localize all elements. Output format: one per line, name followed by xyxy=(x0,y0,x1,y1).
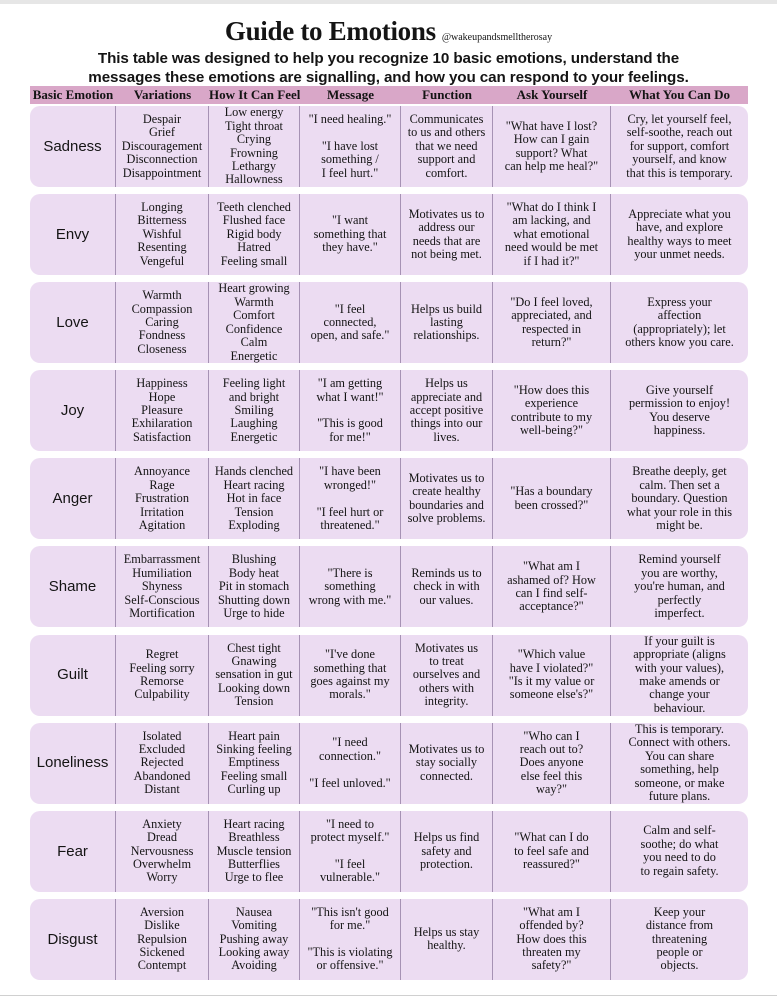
ask-yourself-cell xyxy=(493,899,611,980)
ask-yourself-cell xyxy=(493,546,611,627)
message-cell-text: "I've done something that goes against my morals." xyxy=(310,647,390,702)
emotion-name xyxy=(30,194,116,275)
ask-yourself-cell-text: "What can I do to feel safe and reassured?" xyxy=(514,830,589,871)
ask-yourself-cell xyxy=(493,194,611,275)
message-cell-text: "I have been wronged!" "I feel hurt or threatened." xyxy=(316,464,384,532)
how-it-feels-cell xyxy=(209,546,300,627)
function-cell xyxy=(401,899,493,980)
ask-yourself-cell xyxy=(493,635,611,716)
function-cell xyxy=(401,370,493,451)
ask-yourself-cell xyxy=(493,811,611,892)
variations-cell-text: Isolated Excluded Rejected Abandoned Distant xyxy=(133,728,191,797)
ask-yourself-cell xyxy=(493,723,611,804)
emotion-name xyxy=(30,106,116,187)
emotion-name xyxy=(30,899,116,980)
function-cell-text: Communicates to us and others that we need support and comfort. xyxy=(407,111,486,180)
what-you-can-do-cell xyxy=(611,282,748,363)
emotion-name xyxy=(30,546,116,627)
emotion-name xyxy=(30,282,116,363)
emotion-name-text: Sadness xyxy=(43,137,102,155)
function-cell-text: Motivates us to stay socially connected. xyxy=(408,742,485,783)
what-you-can-do-cell-text: Cry, let yourself feel, self-soothe, reach out for support, comfort yourself, and know that this is temporary. xyxy=(626,111,733,180)
variations-cell-text: Annoyance Rage Frustration Irritation Agitation xyxy=(134,464,190,532)
variations-cell xyxy=(116,194,209,275)
emotion-row-envy xyxy=(30,194,748,275)
column-header-how-it-can-feel: How It Can Feel xyxy=(209,87,300,102)
message-cell-text: "There is something wrong with me." xyxy=(308,565,392,607)
variations-cell-text: Warmth Compassion Caring Fondness Closeness xyxy=(131,288,193,356)
emotion-row-disgust xyxy=(30,899,748,980)
function-cell xyxy=(401,282,493,363)
what-you-can-do-cell xyxy=(611,458,748,539)
ask-yourself-cell-text: "What am I ashamed of? How can I find self- acceptance?" xyxy=(507,559,596,614)
variations-cell-text: Aversion Dislike Repulsion Sickened Contempt xyxy=(137,904,187,973)
variations-cell xyxy=(116,282,209,363)
function-cell-text: Motivates us to address our needs that are not being met. xyxy=(408,206,485,261)
column-header-what-you-can-do: What You Can Do xyxy=(628,87,730,102)
ask-yourself-cell xyxy=(493,282,611,363)
what-you-can-do-cell xyxy=(611,723,748,804)
function-cell-text: Helps us build lasting relationships. xyxy=(410,301,483,343)
message-cell-text: "I need healing." "I have lost something / I feel hurt." xyxy=(308,111,392,180)
how-it-feels-cell xyxy=(209,899,300,980)
message-cell xyxy=(300,546,401,627)
message-cell xyxy=(300,282,401,363)
ask-yourself-cell-text: "Which value have I violated?" "Is it my value or someone else's?" xyxy=(508,647,595,702)
what-you-can-do-cell xyxy=(611,370,748,451)
function-cell xyxy=(401,106,493,187)
what-you-can-do-cell-text: Breathe deeply, get calm. Then set a boundary. Question what your role in this might be. xyxy=(626,464,733,532)
what-you-can-do-cell xyxy=(611,899,748,980)
how-it-feels-cell xyxy=(209,635,300,716)
variations-cell xyxy=(116,106,209,187)
top-divider xyxy=(0,0,777,4)
function-cell-text: Reminds us to check in with our values. xyxy=(411,565,482,607)
how-it-feels-cell-text: Low energy Tight throat Crying Frowning Lethargy Hallowness xyxy=(224,106,284,187)
emotion-name xyxy=(30,458,116,539)
what-you-can-do-cell-text: This is temporary. Connect with others. You can share something, help someone, or make future plans. xyxy=(628,722,731,803)
emotion-row-shame xyxy=(30,546,748,627)
how-it-feels-cell-text: Heart growing Warmth Comfort Confidence Calm Energetic xyxy=(218,282,290,363)
emotion-row-anger xyxy=(30,458,748,539)
emotion-name-text: Anger xyxy=(52,490,93,508)
what-you-can-do-cell-text: If your guilt is appropriate (aligns with your values), make amends or change your behaviour. xyxy=(633,634,726,715)
message-cell xyxy=(300,899,401,980)
message-cell xyxy=(300,635,401,716)
bottom-divider xyxy=(0,995,777,996)
what-you-can-do-cell-text: Appreciate what you have, and explore healthy ways to meet your unmet needs. xyxy=(627,206,732,261)
header xyxy=(0,16,777,87)
column-header-basic-emotion: Basic Emotion xyxy=(32,87,114,102)
variations-cell xyxy=(116,811,209,892)
what-you-can-do-cell xyxy=(611,106,748,187)
how-it-feels-cell-text: Hands clenched Heart racing Hot in face Tension Exploding xyxy=(214,464,294,532)
emotion-name-text: Fear xyxy=(57,842,88,860)
emotion-name-text: Guilt xyxy=(57,666,88,684)
emotion-name-text: Love xyxy=(56,313,89,331)
variations-cell xyxy=(116,723,209,804)
how-it-feels-cell-text: Chest tight Gnawing sensation in gut Looking down Tension xyxy=(215,640,293,709)
function-cell xyxy=(401,811,493,892)
message-cell-text: "I want something that they have." xyxy=(313,213,387,255)
how-it-feels-cell-text: Heart racing Breathless Muscle tension Butterflies Urge to flee xyxy=(216,816,292,885)
message-cell-text: "This isn't good for me." "This is violating or offensive." xyxy=(307,904,393,973)
emotion-name xyxy=(30,635,116,716)
function-cell-text: Motivates us to treat ourselves and others with integrity. xyxy=(412,640,481,709)
message-cell-text: "I need to protect myself." "I feel vulnerable." xyxy=(310,816,390,885)
how-it-feels-cell-text: Teeth clenched Flushed face Rigid body Hatred Feeling small xyxy=(217,200,291,268)
ask-yourself-cell-text: "Do I feel loved, appreciated, and respected in return?" xyxy=(510,294,593,350)
how-it-feels-cell-text: Nausea Vomiting Pushing away Looking away Avoiding xyxy=(218,904,290,973)
emotion-name-text: Loneliness xyxy=(36,754,109,772)
column-header-variations: Variations xyxy=(133,87,192,102)
variations-cell xyxy=(116,635,209,716)
variations-cell xyxy=(116,370,209,451)
function-cell-text: Helps us find safety and protection. xyxy=(413,830,480,871)
message-cell-text: "I am getting what I want!" "This is good for me!" xyxy=(316,376,384,444)
emotion-row-fear xyxy=(30,811,748,892)
subtitle-line-2: messages these emotions are signalling, and how you can respond to your feelings. xyxy=(88,69,689,86)
how-it-feels-cell xyxy=(209,458,300,539)
ask-yourself-cell xyxy=(493,106,611,187)
what-you-can-do-cell-text: Express your affection (appropriately); let others know you care. xyxy=(625,294,734,350)
function-cell-text: Helps us stay healthy. xyxy=(413,924,480,953)
column-header-ask-yourself: Ask Yourself xyxy=(516,87,588,102)
page-title: Guide to Emotions xyxy=(224,16,436,46)
what-you-can-do-cell xyxy=(611,811,748,892)
what-you-can-do-cell xyxy=(611,546,748,627)
function-cell xyxy=(401,458,493,539)
how-it-feels-cell-text: Heart pain Sinking feeling Emptiness Feeling small Curling up xyxy=(216,728,292,797)
how-it-feels-cell xyxy=(209,811,300,892)
what-you-can-do-cell xyxy=(611,194,748,275)
subtitle xyxy=(0,49,777,87)
emotion-name xyxy=(30,370,116,451)
function-cell-text: Helps us appreciate and accept positive things into our lives. xyxy=(409,376,484,444)
variations-cell-text: Happiness Hope Pleasure Exhilaration Satisfaction xyxy=(131,376,193,444)
emotion-row-joy xyxy=(30,370,748,451)
author-handle: @wakeupandsmelltherosay xyxy=(441,32,553,43)
how-it-feels-cell xyxy=(209,723,300,804)
column-header-message: Message xyxy=(327,87,374,102)
variations-cell xyxy=(116,899,209,980)
ask-yourself-cell-text: "What have I lost? How can I gain support? What can help me heal?" xyxy=(504,118,599,173)
variations-cell-text: Longing Bitterness Wishful Resenting Vengeful xyxy=(137,200,187,268)
subtitle-line-1: This table was designed to help you recognize 10 basic emotions, understand the xyxy=(97,50,680,67)
message-cell xyxy=(300,106,401,187)
message-cell xyxy=(300,194,401,275)
function-cell xyxy=(401,546,493,627)
what-you-can-do-cell-text: Remind yourself you are worthy, you're human, and perfectly imperfect. xyxy=(634,552,725,621)
variations-cell-text: Embarrassment Humiliation Shyness Self-Conscious Mortification xyxy=(123,552,201,621)
what-you-can-do-cell xyxy=(611,635,748,716)
how-it-feels-cell xyxy=(209,194,300,275)
message-cell xyxy=(300,458,401,539)
how-it-feels-cell-text: Feeling light and bright Smiling Laughing Energetic xyxy=(222,376,286,444)
what-you-can-do-cell-text: Calm and self- soothe; do what you need to do to regain safety. xyxy=(640,823,719,878)
emotion-row-loneliness xyxy=(30,723,748,804)
message-cell-text: "I need connection." "I feel unloved." xyxy=(309,735,391,790)
variations-cell-text: Despair Grief Discouragement Disconnection Disappointment xyxy=(121,111,203,180)
emotion-name xyxy=(30,723,116,804)
emotion-row-sadness xyxy=(30,106,748,187)
message-cell-text: "I feel connected, open, and safe." xyxy=(310,301,390,343)
function-cell xyxy=(401,723,493,804)
message-cell xyxy=(300,723,401,804)
column-header-function: Function xyxy=(422,87,472,102)
emotion-name-text: Envy xyxy=(55,225,90,243)
emotion-name-text: Joy xyxy=(60,402,85,420)
emotion-row-love xyxy=(30,282,748,363)
message-cell xyxy=(300,811,401,892)
what-you-can-do-cell-text: Give yourself permission to enjoy! You deserve happiness. xyxy=(628,382,731,438)
variations-cell xyxy=(116,458,209,539)
how-it-feels-cell xyxy=(209,370,300,451)
ask-yourself-cell-text: "Has a boundary been crossed?" xyxy=(510,484,593,512)
variations-cell-text: Regret Feeling sorry Remorse Culpability xyxy=(129,647,195,702)
ask-yourself-cell-text: "What am I offended by? How does this threaten my safety?" xyxy=(516,904,587,973)
emotion-name xyxy=(30,811,116,892)
title-row xyxy=(0,16,777,47)
column-header-bar xyxy=(30,86,748,104)
message-cell xyxy=(300,370,401,451)
variations-cell-text: Anxiety Dread Nervousness Overwhelm Worry xyxy=(130,816,194,885)
emotion-name-text: Disgust xyxy=(47,930,98,948)
ask-yourself-cell xyxy=(493,458,611,539)
how-it-feels-cell xyxy=(209,282,300,363)
ask-yourself-cell xyxy=(493,370,611,451)
function-cell-text: Motivates us to create healthy boundaries and solve problems. xyxy=(407,471,486,526)
variations-cell xyxy=(116,546,209,627)
what-you-can-do-cell-text: Keep your distance from threatening people or objects. xyxy=(645,904,714,973)
emotion-table xyxy=(30,106,748,987)
emotion-name-text: Shame xyxy=(48,578,97,596)
function-cell xyxy=(401,635,493,716)
how-it-feels-cell-text: Blushing Body heat Pit in stomach Shutting down Urge to hide xyxy=(217,552,291,621)
ask-yourself-cell-text: "How does this experience contribute to my well-being?" xyxy=(510,382,593,438)
ask-yourself-cell-text: "What do I think I am lacking, and what emotional need would be met if I had it?" xyxy=(504,200,599,268)
ask-yourself-cell-text: "Who can I reach out to? Does anyone else feel this way?" xyxy=(519,728,584,797)
emotion-row-guilt xyxy=(30,635,748,716)
how-it-feels-cell xyxy=(209,106,300,187)
function-cell xyxy=(401,194,493,275)
